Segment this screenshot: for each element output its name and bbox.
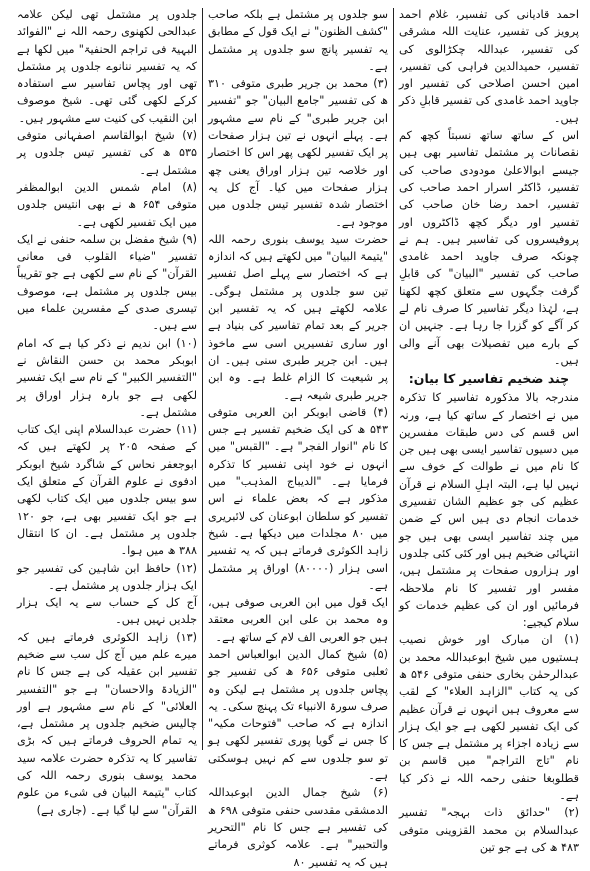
paragraph: آج کل کے حساب سے یہ ایک ہزار جلدیں نہیں ہیں۔ — [17, 596, 197, 627]
paragraph: (۱۲) حافظ ابن شاہین کی تفسیر جو ایک ہزار جلدوں پر مشتمل ہے۔ — [17, 561, 197, 592]
paragraph: (۵) شیخ کمال الدین ابوالعباس احمد ثعلبی متوفی ۶۵۶ ھ کی تفسیر جو پچاس جلدوں پر مشتمل ہے لیکن وہ صرف سورۃ الانبیاء تک پہنچ سکی۔ یہ اندازہ ہے کہ صاحب "فتوحات مکیہ" کا جس نے گویا پوری تفسیر لکھی ہو تو سو جلدوں سے کم نہیں ہوسکتی ہے۔ — [208, 647, 388, 783]
paragraph: جلدوں پر مشتمل تھی لیکن علامہ عبدالحی لکھنوی رحمہ اللہ نے "الفوائد البہیۃ فی تراجم الحنفیۃ" میں لکھا ہے کہ یہ تفسیر ننانوے جلدوں پر مشتمل تھی اور پچاس تفاسیر سے استفادہ کرکے لکھی گئی تھی۔ شیخ موصوف ابن النقیب کی کنیت سے مشہور ہیں۔ — [17, 8, 197, 125]
paragraph: مندرجہ بالا مذکورہ تفاسیر کا تذکرہ میں نے اختصار کے ساتھ کیا ہے، ورنہ اس قسم کی دس طبقات مفسرین میں دسیوں تفاسیر ایسی بھی ہیں جن کا نام میں نے طوالت کے خوف سے نہیں لیا ہے، البتہ اہلِ السلام نے قرآن عظیم کی جو عظیم الشان تفسیری خدمات انجام دی ہیں اس کے ضمن میں چند تفاسیر ایسی بھی ہیں جو انتہائی ضخیم ہیں اور کئی کئی جلدوں اور ہزاروں صفحات پر مشتمل ہیں، مفسر اور تفسیر کا نام ملاحظہ فرمائیں اور ان کی عظیم خدمات کو سلام کیجیے: — [399, 391, 579, 630]
paragraph: (۳) محمد بن جریر طبری متوفی ۳۱۰ ھ کی تفسیر "جامع البیان" جو "تفسیر ابن جریر طبری" کے نام سے مشہور ہے۔ پہلے انہوں نے تین ہزار صفحات پر ایک تفسیر لکھی پھر اس کا اختصار اور خلاصہ تین ہزار اوراق یعنی چھ ہزار صفحات میں کیا۔ آج کل یہ اختصار شدہ تفسیر تیس جلدوں میں موجود ہے۔ — [208, 77, 388, 229]
column-left — [12, 6, 202, 817]
paragraph: (۸) امام شمس الدین ابوالمظفر متوفی ۶۵۴ ھ نے بھی انتیس جلدوں میں ایک تفسیر لکھی ہے۔ — [17, 180, 197, 229]
paragraph: (۴) قاضی ابوبکر ابن العربی متوفی ۵۴۳ ھ کی ایک ضخیم تفسیر ہے جس کا نام "انوار الفجر" ہے۔ "القبس" میں انہوں نے خود اپنی تفسیر کا تذکرہ فرمایا ہے۔ "الدیباج المذہب" میں مذکور ہے کہ بعض علماء نے اس تفسیر کو سلطان ابوعنان کی لائبریری میں ۸۰ مجلدات میں دیکھا ہے۔ شیخ زاہد الکوثری فرماتے ہیں کہ یہ تفسیر اسی ہزار (۸۰۰۰۰) اوراق پر مشتمل ہے۔ — [208, 405, 388, 592]
paragraph: (۷) شیخ ابوالقاسم اصفہانی متوفی ۵۳۵ ھ کی تفسیر تیس جلدوں پر مشتمل ہے۔ — [17, 129, 197, 177]
column-right — [394, 6, 584, 854]
paragraph: سو جلدوں پر مشتمل ہے بلکہ صاحب "کشف الظنون" نے ایک قول کے مطابق یہ تفسیر پانچ سو جلدوں پر مشتمل ہے۔ — [208, 8, 388, 73]
paragraph: اس کے ساتھ ساتھ نسبتاً کچھ کم نقصانات پر مشتمل تفاسیر بھی ہیں جیسے ابوالاعلیٰ مودودی صاحب کی تفسیر، ڈاکٹر اسرار احمد صاحب کی تفسیر، احمد رضا خان صاحب کی تفسیر اور دیگر کچھ ڈاکٹروں اور پروفیسروں کی تفاسیر ہیں۔ ہم نے چونکہ صرف جاوید احمد غامدی صاحب کی تفسیر "البیان" کی قابلِ گرفت جگہوں سے متعلق کچھ لکھنا ہے، لہٰذا دیگر تفاسیر کا صرف نام لے کر آگے کو گزرا جا رہا ہے۔ جنہیں ان کے بارے میں تفصیلات بھی آنے والی ہیں۔ — [399, 129, 579, 367]
column-middle — [203, 6, 393, 869]
paragraph: (۱۳) زاہد الکوثری فرماتے ہیں کہ میرے علم میں آج کل سب سے ضخیم تفسیر ابن عقیلہ کی ہے جس کا نام "الزیادۃ والاحسان" ہے جو "التفسیر العلائی" کے نام سے مشہور ہے اور چالیس ضخیم جلدوں پر مشتمل ہے، یہ تمام الحروف فرماتے ہیں کہ بڑی تفاسیر کا یہ تذکرہ حضرت علامہ سید محمد یوسف بنوری رحمہ اللہ کی کتاب "یتیمۃ البیان فی شیء من علوم القرآن" سے لیا گیا ہے۔ (جاری ہے) — [17, 630, 197, 817]
paragraph: ایک قول میں ابن العربی صوفی ہیں، وہ محمد بن علی ابن العربی معتقد ہیں جو العربی الف لام کے ساتھ ہے۔ — [208, 596, 388, 644]
paragraph: (۶) شیخ جمال الدین ابوعبداللہ الدمشقی مقدسی حنفی متوفی ۶۹۸ ھ کی تفسیر ہے جس کا نام "التحریر والتحبیر" ہے۔ علامہ کوثری فرماتے ہیں کہ یہ تفسیر ۸۰ — [208, 786, 389, 869]
section-heading: چند ضخیم تفاسیر کا بیان: — [408, 371, 570, 387]
three-column-layout — [6, 6, 584, 869]
paragraph: (۱۰) ابن ندیم نے ذکر کیا ہے کہ امام ابوبکر محمد بن حسن النقاش نے "التفسیر الکبیر" کے نام سے ایک تفسیر لکھی ہے جو بارہ ہزار اوراق پر مشتمل ہے۔ — [17, 336, 197, 419]
paragraph: (۱) ان مبارک اور خوش نصیب ہستیوں میں شیخ ابوعبداللہ محمد بن عبدالرحمٰن بخاری حنفی متوفی ۵۴۶ ھ کی یہ کتاب "الزاہد العلاء" کے لقب سے معروف ہیں انہوں نے قرآن عظیم کی ایک تفسیر لکھی ہے جو ایک ہزار سے زیادہ اجزاء پر مشتمل ہے جس کا نام "تاج التراجم" میں قاسم بن قطلوبغا حنفی رحمہ اللہ نے ذکر کیا ہے۔ — [399, 633, 579, 803]
paragraph: احمد قادیانی کی تفسیر، غلام احمد پرویز کی تفسیر، عنایت اللہ مشرقی کی تفسیر، عبداللہ چکڑالوی کی تفسیر، حمیدالدین فراہی کی تفسیر، امین احسن اصلاحی کی تفسیر اور جاوید احمد غامدی کی تفسیر قابلِ ذکر ہیں۔ — [399, 8, 579, 125]
paragraph: حضرت سید یوسف بنوری رحمہ اللہ "یتیمۃ البیان" میں لکھتے ہیں کہ اندازہ ہے کہ اختصار سے پہلے اصل تفسیر تین سو جلدوں پر مشتمل ہوگی۔ علامہ لکھتے ہیں کہ یہ تفسیر ابن جریر کے بعد تمام تفاسیر کی بنیاد ہے اور ساری تفسیریں اسی سے ماخوذ ہیں۔ ابن جریر طبری سنی ہیں۔ ان پر شیعیت کا الزام غلط ہے۔ وہ ابن جریر طبری شیعہ ہے۔ — [208, 232, 388, 402]
paragraph: (۱۱) حضرت عبدالسلام اپنی ایک کتاب کے صفحہ ۲۰۵ پر لکھتے ہیں کہ ابوجعفر نحاس کے شاگرد شیخ ابوبکر ادفوی نے علوم القرآن کے متعلق ایک سو بیس جلدوں میں ایک کتاب لکھی ہے جو ایک تفسیر بھی ہے، جو ۱۲۰ جلدوں پر مشتمل ہے۔ ان کا انتقال ۳۸۸ ھ میں ہوا۔ — [17, 423, 198, 558]
paragraph: (۲) "حدائق ذات بہجہ" تفسیر عبدالسلام بن محمد القزوینی متوفی ۴۸۳ ھ کی ہے جو تین — [399, 806, 579, 854]
paragraph: (۹) شیخ مفضل بن سلمہ حنفی نے ایک تفسیر "ضیاء القلوب فی معانی القرآن" کے نام سے لکھی ہے جو تقریباً بیس جلدوں پر مشتمل ہے، موصوف تیسری صدی کے مفسرین علماء میں سے ہیں۔ — [17, 232, 197, 333]
